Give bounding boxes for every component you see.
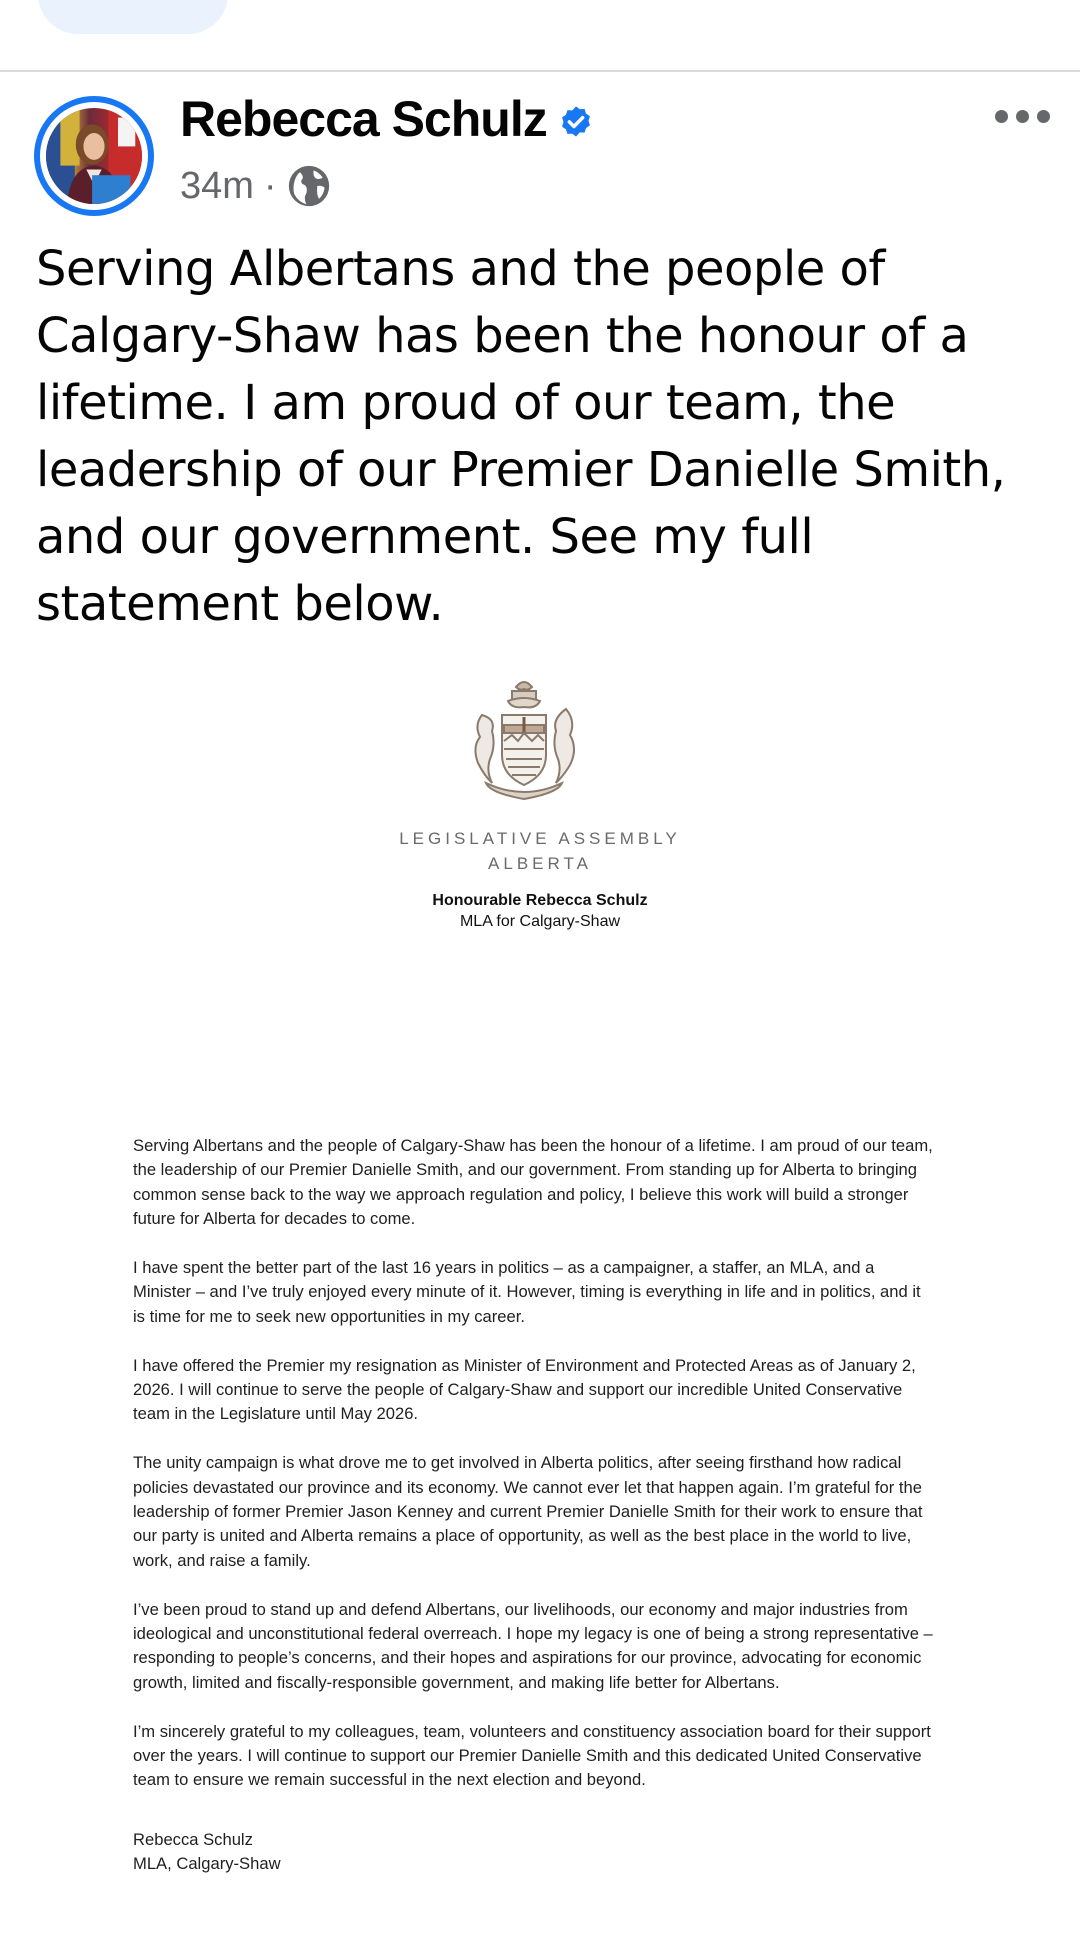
letterhead-org-line2: ALBERTA xyxy=(488,854,592,873)
post-meta xyxy=(180,164,331,208)
more-options-button[interactable] xyxy=(995,110,1050,123)
meta-separator: · xyxy=(263,164,277,207)
letter-body xyxy=(133,1134,933,1817)
author-name[interactable]: Rebecca Schulz xyxy=(180,91,547,147)
attached-letter-image[interactable] xyxy=(0,672,1080,1936)
letter-paragraph: Serving Albertans and the people of Calgary-Shaw has been the honour of a lifetime. I am proud of our team, the leadership of our Premier Danielle Smith, and our government. From standing up for Alberta to bringing common sense back to the way we approach regulation and policy, I believe this work will build a stronger future for Alberta for decades to come. xyxy=(133,1136,933,1229)
more-options-icon-dot xyxy=(1016,110,1029,123)
letter-paragraph: I’m sincerely grateful to my colleagues, team, volunteers and constituency association board for their support over the years. I will continue to support our Premier Danielle Smith and this dedicated United Conservative team to ensure we remain successful in the next election and beyond. xyxy=(133,1721,931,1790)
more-options-icon-dot xyxy=(1037,110,1050,123)
author-name-row xyxy=(180,90,595,148)
verified-badge-icon xyxy=(557,104,595,142)
letter-paragraph: The unity campaign is what drove me to get involved in Alberta politics, after seeing firsthand how radical policies devastated our province and its economy. We cannot ever let that happen again. I’m grateful for the leadership of former Premier Jason Kenney and current Premier Danielle Smith for their work to ensure that our party is united and Alberta remains a place of opportunity, as well as the best place in the world to live, work, and raise a family. xyxy=(133,1453,923,1570)
post-timestamp[interactable]: 34m xyxy=(180,164,254,207)
globe-icon[interactable] xyxy=(287,164,331,208)
letter-paragraph: I have offered the Premier my resignation as Minister of Environment and Protected Areas as of January 2, 2026. I will continue to serve the people of Calgary-Shaw and support our incredible United Conservative team in the Legislature until May 2026. xyxy=(133,1355,916,1424)
more-options-icon-dot xyxy=(995,110,1008,123)
avatar[interactable] xyxy=(34,96,154,216)
alberta-coat-of-arms-icon xyxy=(462,675,586,805)
letter-paragraph: I’ve been proud to stand up and defend Albertans, our livelihoods, our economy and major industries from ideological and unconstitutional federal overreach. I hope my legacy is one of being a strong representative – responding to people’s concerns, and their hopes and aspirations for our province, advocating for economic growth, limited and fiscally-responsible government, and making life better for Albertans. xyxy=(133,1599,933,1692)
letterhead-title: MLA for Calgary-Shaw xyxy=(459,913,621,930)
letterhead-org-line1: LEGISLATIVE ASSEMBLY xyxy=(399,829,681,848)
avatar-photo xyxy=(46,108,142,204)
previous-post-button-edge[interactable] xyxy=(38,0,228,34)
signature-name: Rebecca Schulz xyxy=(133,1830,253,1849)
previous-post-area xyxy=(0,0,1080,70)
letter-paragraph: I have spent the better part of the last 16 years in politics – as a campaigner, a staffer, an MLA, and a Minister – and I’ve truly enjoyed every minute of it. However, timing is everything in life and in politics, and it is time for me to seek new opportunities in my career. xyxy=(133,1258,921,1326)
post-card xyxy=(0,72,1080,1936)
letterhead-name: Honourable Rebecca Schulz xyxy=(432,892,648,909)
signature-title: MLA, Calgary-Shaw xyxy=(133,1854,281,1873)
post-caption: Serving Albertans and the people of Calgary-Shaw has been the honour of a lifetime. I am proud of our team, the leadership of our Premier Danielle Smith, and our government. See my full statement below. xyxy=(36,241,1006,632)
profile-photo-icon xyxy=(46,108,142,204)
